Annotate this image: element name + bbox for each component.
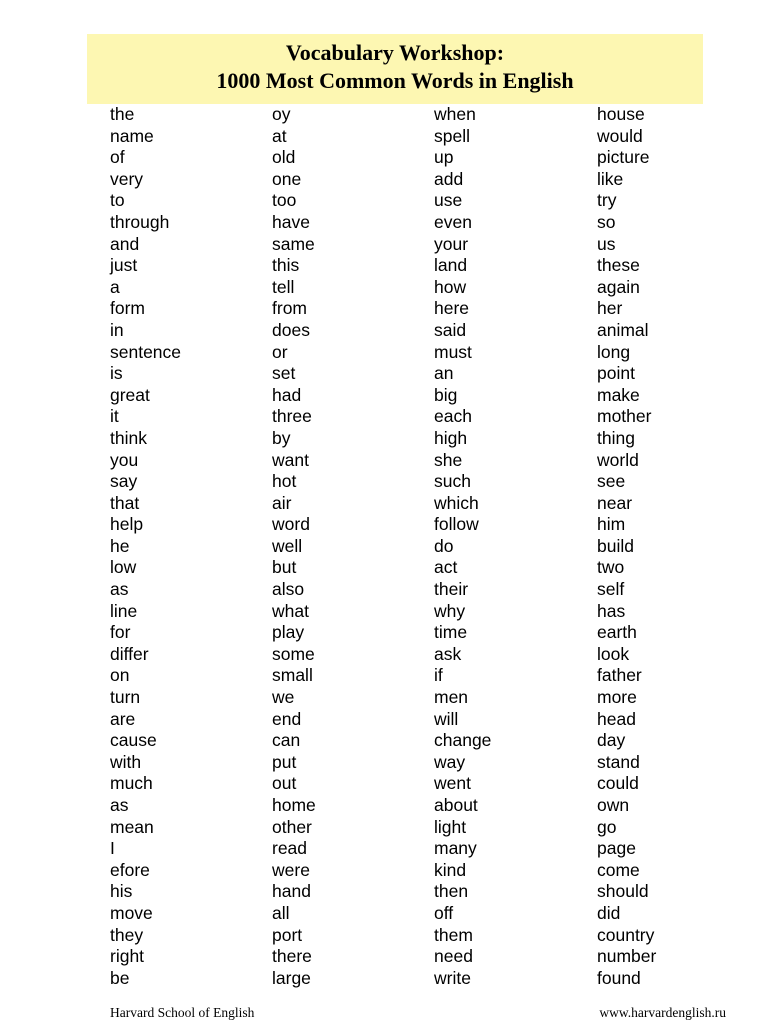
word-item: ask — [434, 643, 462, 664]
word-item: about — [434, 795, 478, 815]
word-item: world — [597, 449, 639, 470]
word-item: you — [110, 449, 139, 470]
word-item: high — [434, 427, 468, 448]
word-item: mean — [110, 816, 154, 837]
word-item: light — [434, 816, 467, 837]
word-item: men — [434, 687, 469, 708]
word-item: small — [272, 665, 313, 686]
word-item: too — [272, 190, 297, 211]
word-item: picture — [597, 147, 650, 168]
title-line-2: 1000 Most Common Words in English — [216, 68, 574, 93]
word-item: are — [110, 708, 136, 729]
word-item: we — [272, 687, 295, 708]
word-item: even — [434, 211, 472, 232]
word-item: earth — [597, 622, 637, 643]
footer-website: www.harvardenglish.ru — [599, 1005, 726, 1020]
word-item: such — [434, 471, 471, 492]
word-item: just — [110, 255, 138, 276]
word-item: move — [110, 902, 153, 923]
word-item: time — [434, 622, 468, 643]
word-item: through — [110, 211, 170, 232]
word-item: then — [434, 881, 469, 902]
word-item: do — [434, 535, 454, 556]
word-item: stand — [597, 751, 640, 772]
word-item: try — [597, 190, 617, 211]
word-item: well — [272, 535, 303, 556]
word-item: I — [110, 838, 115, 859]
word-item: large — [272, 967, 311, 988]
word-item: differ — [110, 643, 149, 664]
word-item: will — [434, 708, 459, 729]
word-item: efore — [110, 859, 150, 880]
word-item: here — [434, 298, 470, 319]
word-item: much — [110, 773, 153, 794]
word-item: word — [272, 514, 310, 535]
word-item: but — [272, 557, 297, 578]
word-item: come — [597, 859, 640, 880]
word-item: hand — [272, 881, 311, 902]
word-item: spell — [434, 125, 470, 146]
word-item: form — [110, 298, 145, 319]
word-item: look — [597, 643, 630, 664]
word-item: can — [272, 730, 301, 751]
word-item: how — [434, 276, 467, 297]
word-item: self — [597, 579, 625, 600]
word-item: as — [110, 579, 129, 600]
word-item: must — [434, 341, 472, 362]
word-item: cause — [110, 730, 157, 751]
word-item: page — [597, 838, 636, 859]
word-item: kind — [434, 859, 467, 880]
word-item: why — [434, 600, 466, 621]
word-item: has — [597, 600, 626, 621]
word-item: it — [110, 406, 119, 427]
word-item: up — [434, 147, 454, 168]
word-item: want — [272, 449, 309, 470]
word-item: own — [597, 795, 630, 815]
word-item: found — [597, 967, 641, 988]
word-item: end — [272, 708, 302, 729]
word-item: write — [434, 967, 471, 988]
word-item: hot — [272, 471, 297, 492]
word-item: add — [434, 168, 464, 189]
word-item: land — [434, 255, 468, 276]
word-item: one — [272, 168, 302, 189]
word-item: act — [434, 557, 458, 578]
word-item: near — [597, 492, 633, 513]
word-item: there — [272, 946, 312, 967]
word-item: each — [434, 406, 472, 427]
word-item: sentence — [110, 341, 182, 362]
word-item: like — [597, 168, 624, 189]
word-item: again — [597, 276, 640, 297]
word-item: line — [110, 600, 138, 621]
word-item: see — [597, 471, 626, 492]
word-item: the — [110, 104, 135, 124]
word-item: would — [597, 125, 643, 146]
word-item: which — [434, 492, 479, 513]
word-item: follow — [434, 514, 479, 535]
page-header — [87, 34, 703, 104]
word-item: these — [597, 255, 640, 276]
word-item: way — [434, 751, 466, 772]
word-item: an — [434, 363, 454, 384]
word-item: when — [434, 104, 476, 124]
word-item: is — [110, 363, 123, 384]
word-item: at — [272, 125, 287, 146]
word-item: day — [597, 730, 626, 751]
word-item: point — [597, 363, 635, 384]
word-item: said — [434, 319, 467, 340]
word-item: for — [110, 622, 131, 643]
word-item: house — [597, 104, 645, 124]
word-item: build — [597, 535, 634, 556]
word-item: went — [434, 773, 471, 794]
word-item: very — [110, 168, 144, 189]
word-item: on — [110, 665, 130, 686]
word-item: tell — [272, 276, 295, 297]
word-item: set — [272, 363, 296, 384]
word-item: his — [110, 881, 133, 902]
word-item: did — [597, 902, 621, 923]
word-item: more — [597, 687, 637, 708]
word-item: use — [434, 190, 463, 211]
word-item: your — [434, 233, 469, 254]
word-item: two — [597, 557, 625, 578]
word-item: this — [272, 255, 300, 276]
word-item: name — [110, 125, 154, 146]
word-item: off — [434, 902, 454, 923]
word-item: us — [597, 233, 616, 254]
word-item: they — [110, 924, 144, 945]
word-item: him — [597, 514, 626, 535]
word-item: or — [272, 341, 288, 362]
word-item: and — [110, 233, 140, 254]
word-item: her — [597, 298, 623, 319]
word-column-1 — [110, 104, 181, 989]
word-item: long — [597, 341, 631, 362]
word-item: other — [272, 816, 312, 837]
word-item: great — [110, 384, 150, 405]
word-item: could — [597, 773, 639, 794]
word-item: if — [434, 665, 443, 686]
word-item: need — [434, 946, 473, 967]
word-item: their — [434, 579, 469, 600]
word-item: father — [597, 665, 642, 686]
word-item: right — [110, 946, 145, 967]
word-column-4 — [597, 104, 656, 989]
word-item: from — [272, 298, 307, 319]
word-item: she — [434, 449, 463, 470]
word-item: them — [434, 924, 473, 945]
word-item: in — [110, 319, 124, 340]
word-item: what — [272, 600, 309, 621]
word-item: old — [272, 147, 296, 168]
word-item: of — [110, 147, 125, 168]
word-item: does — [272, 319, 310, 340]
word-item: read — [272, 838, 308, 859]
word-item: to — [110, 190, 125, 211]
word-item: as — [110, 795, 129, 815]
word-item: with — [110, 751, 142, 772]
word-item: go — [597, 816, 617, 837]
word-item: have — [272, 211, 310, 232]
word-item: by — [272, 427, 291, 448]
word-item: be — [110, 967, 130, 988]
word-column-2 — [272, 104, 316, 989]
word-item: animal — [597, 319, 649, 340]
word-item: out — [272, 773, 297, 794]
word-item: port — [272, 924, 303, 945]
word-item: three — [272, 406, 312, 427]
word-item: a — [110, 276, 120, 297]
word-item: thing — [597, 427, 635, 448]
word-item: big — [434, 384, 458, 405]
word-item: that — [110, 492, 140, 513]
word-item: all — [272, 902, 290, 923]
word-item: many — [434, 838, 477, 859]
word-item: so — [597, 211, 616, 232]
word-item: country — [597, 924, 655, 945]
title-line-1: Vocabulary Workshop: — [285, 40, 505, 65]
word-item: mother — [597, 406, 652, 427]
word-item: were — [272, 859, 310, 880]
word-item: some — [272, 643, 315, 664]
word-item: same — [272, 233, 315, 254]
word-item: had — [272, 384, 302, 405]
word-item: say — [110, 471, 138, 492]
word-item: also — [272, 579, 305, 600]
word-item: low — [110, 557, 137, 578]
footer-school-name: Harvard School of English — [110, 1005, 255, 1020]
word-item: home — [272, 795, 316, 815]
word-item: air — [272, 492, 292, 513]
word-item: make — [597, 384, 640, 405]
word-item: number — [597, 946, 657, 967]
word-item: think — [110, 427, 147, 448]
word-item: turn — [110, 687, 141, 708]
word-item: put — [272, 751, 297, 772]
word-item: play — [272, 622, 305, 643]
word-item: help — [110, 514, 144, 535]
word-item: head — [597, 708, 636, 729]
word-item: he — [110, 535, 130, 556]
word-item: oy — [272, 104, 291, 124]
word-item: should — [597, 881, 649, 902]
word-column-3 — [434, 104, 491, 989]
word-item: change — [434, 730, 492, 751]
